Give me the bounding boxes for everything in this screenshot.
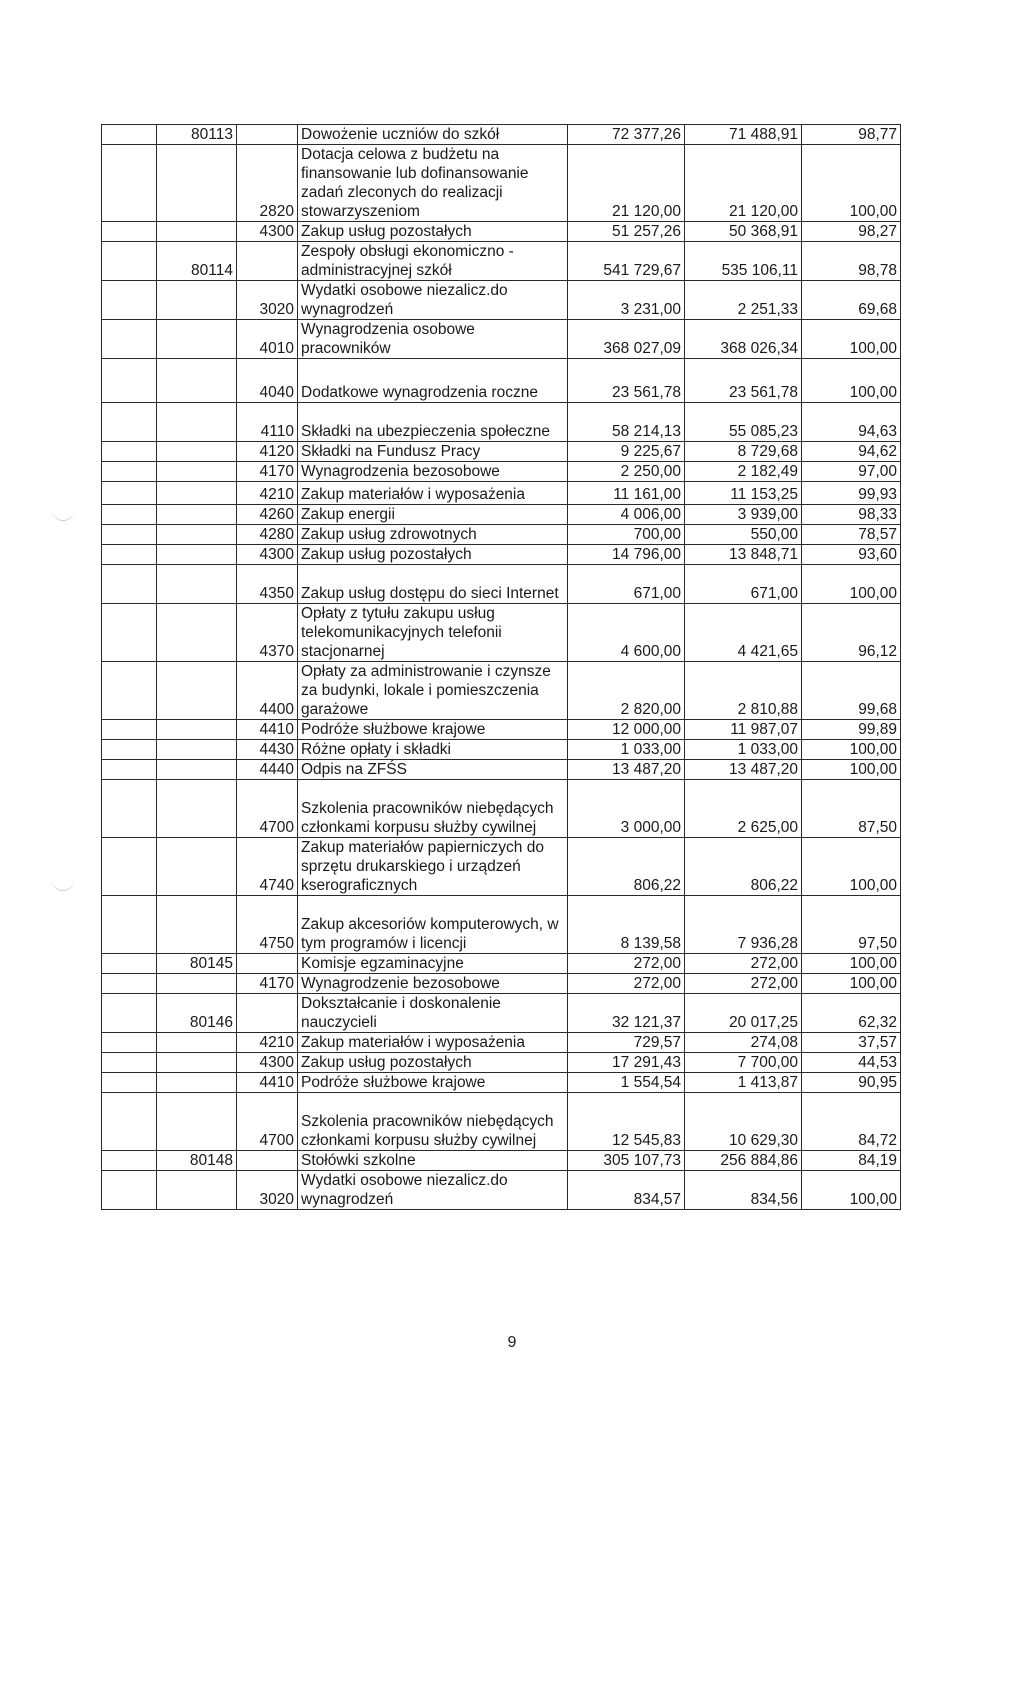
section-code-cell [157, 662, 237, 720]
executed-amount-cell: 368 026,34 [685, 320, 802, 359]
planned-amount-cell: 272,00 [568, 954, 685, 974]
planned-amount-cell: 32 121,37 [568, 994, 685, 1033]
executed-amount-cell: 550,00 [685, 525, 802, 545]
percent-cell: 94,63 [802, 403, 901, 442]
planned-amount-cell: 4 600,00 [568, 604, 685, 662]
blank-cell [102, 320, 157, 359]
executed-amount-cell: 2 810,88 [685, 662, 802, 720]
table-row [102, 954, 901, 974]
blank-cell [102, 1093, 157, 1151]
executed-amount-cell: 2 182,49 [685, 462, 802, 482]
percent-cell: 78,57 [802, 525, 901, 545]
planned-amount-cell: 8 139,58 [568, 896, 685, 954]
blank-cell [102, 565, 157, 604]
item-name-cell: Szkolenia pracowników niebędących członkami korpusu służby cywilnej [298, 1093, 568, 1151]
section-code-cell [157, 1033, 237, 1053]
section-code-cell [157, 482, 237, 505]
executed-amount-cell: 834,56 [685, 1171, 802, 1210]
paragraph-code-cell [237, 994, 298, 1033]
percent-cell: 84,19 [802, 1151, 901, 1171]
section-code-cell: 80113 [157, 125, 237, 145]
paragraph-code-cell: 4350 [237, 565, 298, 604]
executed-amount-cell: 13 848,71 [685, 545, 802, 565]
blank-cell [102, 125, 157, 145]
percent-cell: 100,00 [802, 740, 901, 760]
item-name-cell: Wynagrodzenie bezosobowe [298, 974, 568, 994]
table-row [102, 442, 901, 462]
punch-hole-mark [52, 876, 74, 891]
section-code-cell: 80146 [157, 994, 237, 1033]
percent-cell: 97,00 [802, 462, 901, 482]
table-row [102, 145, 901, 222]
table-row [102, 780, 901, 838]
section-code-cell [157, 320, 237, 359]
section-code-cell: 80148 [157, 1151, 237, 1171]
blank-cell [102, 1073, 157, 1093]
blank-cell [102, 1171, 157, 1210]
section-code-cell: 80145 [157, 954, 237, 974]
table-row [102, 896, 901, 954]
planned-amount-cell: 11 161,00 [568, 482, 685, 505]
executed-amount-cell: 671,00 [685, 565, 802, 604]
percent-cell: 100,00 [802, 145, 901, 222]
planned-amount-cell: 671,00 [568, 565, 685, 604]
section-code-cell [157, 838, 237, 896]
item-name-cell: Wynagrodzenia bezosobowe [298, 462, 568, 482]
blank-cell [102, 442, 157, 462]
percent-cell: 99,93 [802, 482, 901, 505]
planned-amount-cell: 1 554,54 [568, 1073, 685, 1093]
section-code-cell [157, 1073, 237, 1093]
item-name-cell: Składki na Fundusz Pracy [298, 442, 568, 462]
blank-cell [102, 780, 157, 838]
paragraph-code-cell: 4170 [237, 974, 298, 994]
blank-cell [102, 994, 157, 1033]
section-code-cell [157, 403, 237, 442]
section-code-cell [157, 604, 237, 662]
paragraph-code-cell [237, 242, 298, 281]
budget-expenditure-table [101, 124, 901, 1210]
percent-cell: 84,72 [802, 1093, 901, 1151]
executed-amount-cell: 274,08 [685, 1033, 802, 1053]
punch-hole-mark [52, 506, 74, 521]
section-code-cell: 80114 [157, 242, 237, 281]
paragraph-code-cell: 4700 [237, 1093, 298, 1151]
blank-cell [102, 281, 157, 320]
executed-amount-cell: 3 939,00 [685, 505, 802, 525]
planned-amount-cell: 21 120,00 [568, 145, 685, 222]
planned-amount-cell: 729,57 [568, 1033, 685, 1053]
section-code-cell [157, 565, 237, 604]
percent-cell: 69,68 [802, 281, 901, 320]
section-code-cell [157, 222, 237, 242]
item-name-cell: Różne opłaty i składki [298, 740, 568, 760]
item-name-cell: Wydatki osobowe niezalicz.do wynagrodzeń [298, 281, 568, 320]
executed-amount-cell: 7 936,28 [685, 896, 802, 954]
item-name-cell: Zakup usług dostępu do sieci Internet [298, 565, 568, 604]
executed-amount-cell: 55 085,23 [685, 403, 802, 442]
percent-cell: 98,77 [802, 125, 901, 145]
section-code-cell [157, 462, 237, 482]
planned-amount-cell: 3 000,00 [568, 780, 685, 838]
item-name-cell: Podróże służbowe krajowe [298, 1073, 568, 1093]
blank-cell [102, 954, 157, 974]
paragraph-code-cell: 4120 [237, 442, 298, 462]
paragraph-code-cell: 4440 [237, 760, 298, 780]
executed-amount-cell: 8 729,68 [685, 442, 802, 462]
executed-amount-cell: 806,22 [685, 838, 802, 896]
item-name-cell: Zakup materiałów papierniczych do sprzętu drukarskiego i urządzeń kserograficznych [298, 838, 568, 896]
percent-cell: 98,78 [802, 242, 901, 281]
table-row [102, 545, 901, 565]
table-row [102, 565, 901, 604]
paragraph-code-cell [237, 125, 298, 145]
section-code-cell [157, 505, 237, 525]
item-name-cell: Dokształcanie i doskonalenie nauczycieli [298, 994, 568, 1033]
item-name-cell: Opłaty z tytułu zakupu usług telekomunikacyjnych telefonii stacjonarnej [298, 604, 568, 662]
percent-cell: 98,33 [802, 505, 901, 525]
percent-cell: 37,57 [802, 1033, 901, 1053]
table-row [102, 281, 901, 320]
item-name-cell: Zakup akcesoriów komputerowych, w tym programów i licencji [298, 896, 568, 954]
planned-amount-cell: 58 214,13 [568, 403, 685, 442]
planned-amount-cell: 72 377,26 [568, 125, 685, 145]
blank-cell [102, 662, 157, 720]
paragraph-code-cell: 4300 [237, 222, 298, 242]
planned-amount-cell: 14 796,00 [568, 545, 685, 565]
blank-cell [102, 505, 157, 525]
planned-amount-cell: 3 231,00 [568, 281, 685, 320]
paragraph-code-cell: 4280 [237, 525, 298, 545]
item-name-cell: Dotacja celowa z budżetu na finansowanie lub dofinansowanie zadań zleconych do realizacji stowarzyszeniom [298, 145, 568, 222]
table-row [102, 125, 901, 145]
table-row [102, 320, 901, 359]
blank-cell [102, 896, 157, 954]
blank-cell [102, 838, 157, 896]
blank-cell [102, 525, 157, 545]
percent-cell: 97,50 [802, 896, 901, 954]
section-code-cell [157, 740, 237, 760]
planned-amount-cell: 2 250,00 [568, 462, 685, 482]
executed-amount-cell: 272,00 [685, 954, 802, 974]
table-row [102, 482, 901, 505]
planned-amount-cell: 17 291,43 [568, 1053, 685, 1073]
blank-cell [102, 1053, 157, 1073]
item-name-cell: Zakup usług pozostałych [298, 222, 568, 242]
paragraph-code-cell: 4300 [237, 545, 298, 565]
planned-amount-cell: 13 487,20 [568, 760, 685, 780]
table-body [102, 125, 901, 1210]
table-row [102, 740, 901, 760]
paragraph-code-cell [237, 1151, 298, 1171]
section-code-cell [157, 1053, 237, 1073]
paragraph-code-cell: 4110 [237, 403, 298, 442]
page-number: 9 [507, 1334, 517, 1351]
item-name-cell: Zakup materiałów i wyposażenia [298, 1033, 568, 1053]
item-name-cell: Dodatkowe wynagrodzenia roczne [298, 359, 568, 403]
section-code-cell [157, 974, 237, 994]
planned-amount-cell: 834,57 [568, 1171, 685, 1210]
blank-cell [102, 604, 157, 662]
section-code-cell [157, 720, 237, 740]
percent-cell: 100,00 [802, 838, 901, 896]
blank-cell [102, 482, 157, 505]
planned-amount-cell: 272,00 [568, 974, 685, 994]
planned-amount-cell: 23 561,78 [568, 359, 685, 403]
percent-cell: 98,27 [802, 222, 901, 242]
executed-amount-cell: 13 487,20 [685, 760, 802, 780]
blank-cell [102, 545, 157, 565]
section-code-cell [157, 545, 237, 565]
item-name-cell: Odpis na ZFŚS [298, 760, 568, 780]
blank-cell [102, 974, 157, 994]
table-row [102, 838, 901, 896]
executed-amount-cell: 23 561,78 [685, 359, 802, 403]
paragraph-code-cell: 4300 [237, 1053, 298, 1073]
table-row [102, 1093, 901, 1151]
executed-amount-cell: 1 033,00 [685, 740, 802, 760]
item-name-cell: Zakup materiałów i wyposażenia [298, 482, 568, 505]
percent-cell: 100,00 [802, 1171, 901, 1210]
percent-cell: 94,62 [802, 442, 901, 462]
percent-cell: 93,60 [802, 545, 901, 565]
table-row [102, 1033, 901, 1053]
paragraph-code-cell: 4210 [237, 1033, 298, 1053]
executed-amount-cell: 2 625,00 [685, 780, 802, 838]
executed-amount-cell: 4 421,65 [685, 604, 802, 662]
executed-amount-cell: 2 251,33 [685, 281, 802, 320]
percent-cell: 100,00 [802, 320, 901, 359]
percent-cell: 100,00 [802, 565, 901, 604]
item-name-cell: Składki na ubezpieczenia społeczne [298, 403, 568, 442]
planned-amount-cell: 51 257,26 [568, 222, 685, 242]
planned-amount-cell: 806,22 [568, 838, 685, 896]
item-name-cell: Zakup usług pozostałych [298, 1053, 568, 1073]
executed-amount-cell: 20 017,25 [685, 994, 802, 1033]
blank-cell [102, 403, 157, 442]
percent-cell: 100,00 [802, 954, 901, 974]
blank-cell [102, 222, 157, 242]
executed-amount-cell: 71 488,91 [685, 125, 802, 145]
item-name-cell: Opłaty za administrowanie i czynsze za budynki, lokale i pomieszczenia garażowe [298, 662, 568, 720]
paragraph-code-cell: 2820 [237, 145, 298, 222]
section-code-cell [157, 896, 237, 954]
table-row [102, 359, 901, 403]
section-code-cell [157, 281, 237, 320]
paragraph-code-cell: 4410 [237, 720, 298, 740]
paragraph-code-cell: 4260 [237, 505, 298, 525]
percent-cell: 99,68 [802, 662, 901, 720]
item-name-cell: Wynagrodzenia osobowe pracowników [298, 320, 568, 359]
executed-amount-cell: 272,00 [685, 974, 802, 994]
paragraph-code-cell: 4700 [237, 780, 298, 838]
paragraph-code-cell: 4010 [237, 320, 298, 359]
table-row [102, 1073, 901, 1093]
planned-amount-cell: 2 820,00 [568, 662, 685, 720]
executed-amount-cell: 50 368,91 [685, 222, 802, 242]
item-name-cell: Zakup usług pozostałych [298, 545, 568, 565]
blank-cell [102, 720, 157, 740]
table-row [102, 760, 901, 780]
item-name-cell: Wydatki osobowe niezalicz.do wynagrodzeń [298, 1171, 568, 1210]
planned-amount-cell: 541 729,67 [568, 242, 685, 281]
executed-amount-cell: 7 700,00 [685, 1053, 802, 1073]
table-row [102, 222, 901, 242]
item-name-cell: Zespoły obsługi ekonomiczno - administracyjnej szkół [298, 242, 568, 281]
item-name-cell: Zakup energii [298, 505, 568, 525]
paragraph-code-cell: 4740 [237, 838, 298, 896]
item-name-cell: Komisje egzaminacyjne [298, 954, 568, 974]
paragraph-code-cell: 4410 [237, 1073, 298, 1093]
planned-amount-cell: 12 545,83 [568, 1093, 685, 1151]
paragraph-code-cell: 3020 [237, 281, 298, 320]
percent-cell: 99,89 [802, 720, 901, 740]
item-name-cell: Szkolenia pracowników niebędących członkami korpusu służby cywilnej [298, 780, 568, 838]
executed-amount-cell: 11 153,25 [685, 482, 802, 505]
blank-cell [102, 1033, 157, 1053]
planned-amount-cell: 305 107,73 [568, 1151, 685, 1171]
table-row [102, 525, 901, 545]
blank-cell [102, 740, 157, 760]
blank-cell [102, 145, 157, 222]
percent-cell: 96,12 [802, 604, 901, 662]
table-row [102, 1151, 901, 1171]
table-row [102, 242, 901, 281]
percent-cell: 100,00 [802, 760, 901, 780]
blank-cell [102, 760, 157, 780]
paragraph-code-cell: 4750 [237, 896, 298, 954]
section-code-cell [157, 442, 237, 462]
section-code-cell [157, 780, 237, 838]
percent-cell: 100,00 [802, 974, 901, 994]
paragraph-code-cell [237, 954, 298, 974]
planned-amount-cell: 12 000,00 [568, 720, 685, 740]
table-row [102, 403, 901, 442]
table-row [102, 720, 901, 740]
paragraph-code-cell: 4040 [237, 359, 298, 403]
blank-cell [102, 462, 157, 482]
paragraph-code-cell: 3020 [237, 1171, 298, 1210]
table-row [102, 1053, 901, 1073]
executed-amount-cell: 10 629,30 [685, 1093, 802, 1151]
section-code-cell [157, 1093, 237, 1151]
planned-amount-cell: 1 033,00 [568, 740, 685, 760]
section-code-cell [157, 145, 237, 222]
item-name-cell: Podróże służbowe krajowe [298, 720, 568, 740]
planned-amount-cell: 700,00 [568, 525, 685, 545]
planned-amount-cell: 4 006,00 [568, 505, 685, 525]
item-name-cell: Stołówki szkolne [298, 1151, 568, 1171]
table-row [102, 604, 901, 662]
section-code-cell [157, 760, 237, 780]
table-row [102, 1171, 901, 1210]
table-row [102, 505, 901, 525]
blank-cell [102, 359, 157, 403]
executed-amount-cell: 21 120,00 [685, 145, 802, 222]
percent-cell: 100,00 [802, 359, 901, 403]
planned-amount-cell: 9 225,67 [568, 442, 685, 462]
paragraph-code-cell: 4170 [237, 462, 298, 482]
table-row [102, 974, 901, 994]
paragraph-code-cell: 4210 [237, 482, 298, 505]
executed-amount-cell: 11 987,07 [685, 720, 802, 740]
item-name-cell: Dowożenie uczniów do szkół [298, 125, 568, 145]
executed-amount-cell: 256 884,86 [685, 1151, 802, 1171]
section-code-cell [157, 359, 237, 403]
executed-amount-cell: 535 106,11 [685, 242, 802, 281]
percent-cell: 44,53 [802, 1053, 901, 1073]
percent-cell: 62,32 [802, 994, 901, 1033]
paragraph-code-cell: 4430 [237, 740, 298, 760]
paragraph-code-cell: 4370 [237, 604, 298, 662]
percent-cell: 87,50 [802, 780, 901, 838]
planned-amount-cell: 368 027,09 [568, 320, 685, 359]
section-code-cell [157, 1171, 237, 1210]
paragraph-code-cell: 4400 [237, 662, 298, 720]
blank-cell [102, 242, 157, 281]
section-code-cell [157, 525, 237, 545]
percent-cell: 90,95 [802, 1073, 901, 1093]
executed-amount-cell: 1 413,87 [685, 1073, 802, 1093]
item-name-cell: Zakup usług zdrowotnych [298, 525, 568, 545]
table-row [102, 662, 901, 720]
table-row [102, 462, 901, 482]
table-row [102, 994, 901, 1033]
blank-cell [102, 1151, 157, 1171]
